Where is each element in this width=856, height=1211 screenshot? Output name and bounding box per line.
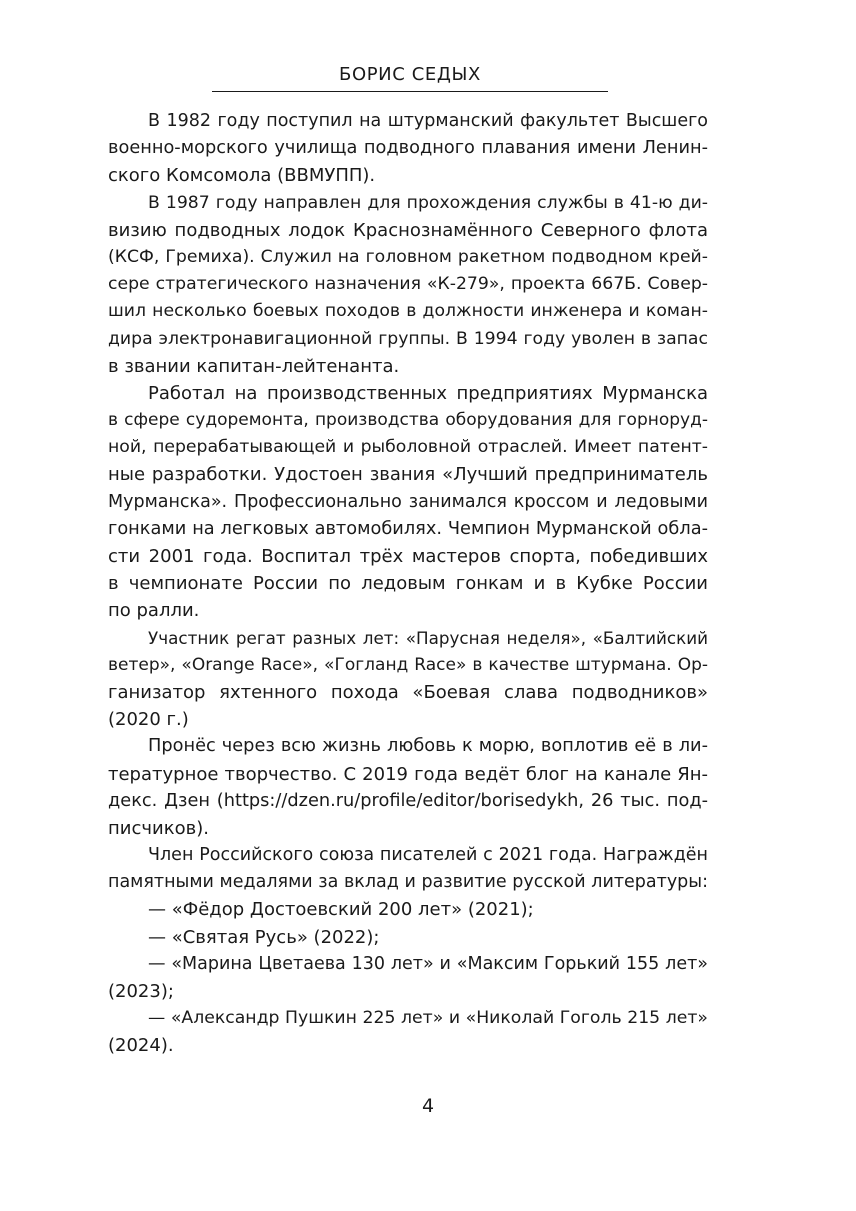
text-line: сти 2001 года. Воспитал трёх мастеров спорта, победивших xyxy=(108,546,708,567)
text-line: дира электронавигационной группы. В 1994 году уволен в запас xyxy=(108,328,708,349)
text-line: ной, перерабатывающей и рыболовной отраслей. Имеет патент- xyxy=(108,437,708,458)
text-line: (КСФ, Гремиха). Служил на головном ракетном подводном крей- xyxy=(108,246,708,267)
text-line: писчиков). xyxy=(108,817,209,839)
text-line: ветер», «Orange Race», «Гогланд Race» в качестве штурмана. Ор- xyxy=(108,654,708,675)
text-line: памятными медалями за вклад и развитие русской литературы: xyxy=(108,872,708,893)
header-rule xyxy=(212,91,608,92)
text-line: в чемпионате России по ледовым гонкам и в Кубке России xyxy=(108,573,708,595)
text-line: декс. Дзен (https://dzen.ru/profile/editor/borisedykh, 26 тыс. под- xyxy=(108,790,708,811)
text-line: В 1982 году поступил на штурманский факультет Высшего xyxy=(148,111,708,131)
text-line: Член Российского союза писателей с 2021 года. Награждён xyxy=(148,845,708,866)
text-line: военно-морского училища подводного плавания имени Ленин- xyxy=(108,138,708,159)
text-line: шил несколько боевых походов в должности инженера и коман- xyxy=(108,301,708,322)
text-line: — «Марина Цветаева 130 лет» и «Максим Горький 155 лет» xyxy=(148,953,708,974)
text-line: — «Святая Русь» (2022); xyxy=(148,926,380,948)
page-number: 4 xyxy=(421,1095,435,1117)
text-line: ского Комсомола (ВВМУПП). xyxy=(108,165,376,187)
text-line: тературное творчество. С 2019 года ведёт блог на канале Ян- xyxy=(108,763,708,785)
text-line: (2023); xyxy=(108,981,174,1002)
page-body xyxy=(108,108,708,1060)
text-line: визию подводных лодок Краснознамённого Северного флота xyxy=(108,219,708,241)
text-line: гонками на легковых автомобилях. Чемпион Мурманской обла- xyxy=(108,518,708,539)
text-line: В 1987 году направлен для прохождения службы в 41-ю ди- xyxy=(148,192,708,213)
text-line: сере стратегического назначения «К-279», проекта 667Б. Совер- xyxy=(108,274,708,295)
text-line: в звании капитан-лейтенанта. xyxy=(108,355,400,377)
text-line: ные разработки. Удостоен звания «Лучший предприниматель xyxy=(108,464,708,486)
text-line: Мурманска». Профессионально занимался кроссом и ледовыми xyxy=(108,491,708,512)
text-line: в сфере судоремонта, производства оборудования для горноруд- xyxy=(108,410,708,431)
text-line: — «Фёдор Достоевский 200 лет» (2021); xyxy=(148,899,534,921)
text-line: Работал на производственных предприятиях Мурманска xyxy=(148,382,708,404)
text-line: по ралли. xyxy=(108,600,200,622)
text-line: — «Александр Пушкин 225 лет» и «Николай Гоголь 215 лет» xyxy=(148,1008,708,1029)
text-line: (2020 г.) xyxy=(108,709,189,731)
text-line: (2024). xyxy=(108,1035,174,1057)
running-header: БОРИС СЕДЫХ xyxy=(339,64,481,85)
text-line: Участник регат разных лет: «Парусная неделя», «Балтийский xyxy=(148,627,708,648)
text-line: Пронёс через всю жизнь любовь к морю, воплотив её в ли- xyxy=(148,736,708,757)
text-line: ганизатор яхтенного похода «Боевая слава подводников» xyxy=(108,681,708,703)
